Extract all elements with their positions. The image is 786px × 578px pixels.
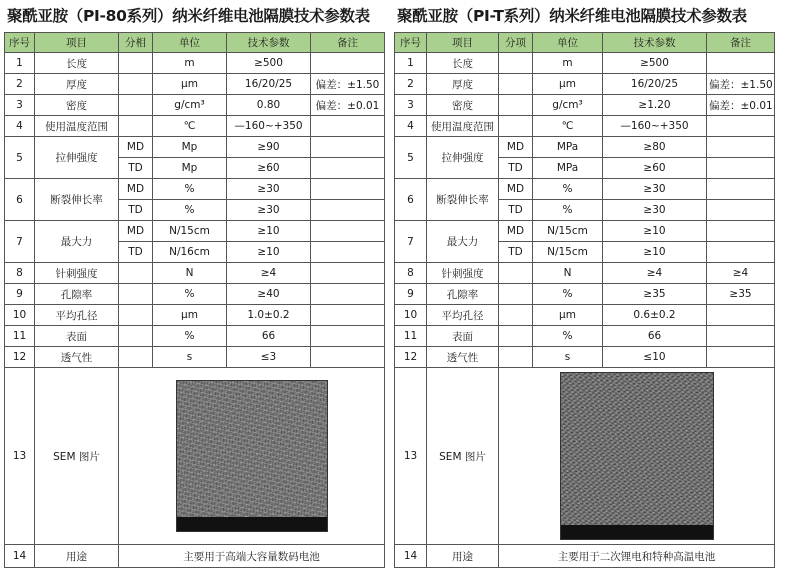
row-phase	[119, 263, 153, 284]
table-row	[5, 53, 385, 74]
row-phase	[499, 284, 533, 305]
row-phase: MD	[119, 221, 153, 242]
row-phase	[499, 95, 533, 116]
row-value: 16/20/25	[227, 74, 311, 95]
row-unit: g/cm³	[153, 95, 227, 116]
row-item: 使用温度范围	[35, 116, 119, 137]
row-value: ≥35	[603, 284, 707, 305]
row-unit: μm	[153, 305, 227, 326]
row-item: 拉伸强度	[35, 137, 119, 179]
row-number: 2	[5, 74, 35, 95]
row-number: 11	[395, 326, 427, 347]
header-item: 项目	[35, 33, 119, 53]
row-unit: %	[533, 179, 603, 200]
row-note: 偏差：±1.50	[311, 74, 385, 95]
row-unit: ℃	[153, 116, 227, 137]
header-unit: 单位	[153, 33, 227, 53]
row-unit: N/15cm	[533, 221, 603, 242]
table-row	[5, 137, 385, 158]
table-row	[395, 326, 775, 347]
row-item: 用途	[35, 545, 119, 568]
row-value: ≥10	[227, 242, 311, 263]
row-note: ≥35	[707, 284, 775, 305]
row-number: 9	[5, 284, 35, 305]
row-phase	[499, 74, 533, 95]
row-phase	[119, 53, 153, 74]
table-row	[395, 179, 775, 200]
row-value: ≥60	[227, 158, 311, 179]
row-number: 5	[395, 137, 427, 179]
row-value: ≥10	[603, 242, 707, 263]
row-number: 7	[5, 221, 35, 263]
table-row	[395, 305, 775, 326]
row-phase: MD	[119, 179, 153, 200]
row-value: 16/20/25	[603, 74, 707, 95]
header-note: 备注	[311, 33, 385, 53]
row-item: 断裂伸长率	[427, 179, 499, 221]
row-value: ≥90	[227, 137, 311, 158]
table-row	[5, 116, 385, 137]
right-spec-table	[394, 32, 775, 568]
row-unit: μm	[533, 74, 603, 95]
row-value: ≥1.20	[603, 95, 707, 116]
row-phase	[119, 284, 153, 305]
row-phase: TD	[119, 200, 153, 221]
row-note	[311, 137, 385, 158]
row-unit: %	[533, 200, 603, 221]
row-item: 密度	[427, 95, 499, 116]
sem-image-cell	[499, 368, 775, 545]
row-item: 密度	[35, 95, 119, 116]
sem-info-strip	[177, 517, 327, 531]
table-row	[395, 221, 775, 242]
usage-row	[395, 545, 775, 568]
header-note: 备注	[707, 33, 775, 53]
row-item: 长度	[35, 53, 119, 74]
row-phase	[119, 116, 153, 137]
row-unit: N/15cm	[533, 242, 603, 263]
row-item: 使用温度范围	[427, 116, 499, 137]
left-table-title: 聚酰亚胺（PI-80系列）纳米纤维电池隔膜技术参数表	[7, 7, 370, 25]
row-number: 5	[5, 137, 35, 179]
row-note	[707, 242, 775, 263]
sem-micrograph-image	[560, 372, 714, 540]
row-item: 用途	[427, 545, 499, 568]
row-value: ≥10	[603, 221, 707, 242]
row-item: 透气性	[35, 347, 119, 368]
row-item: 平均孔径	[35, 305, 119, 326]
row-phase	[119, 74, 153, 95]
row-number: 8	[5, 263, 35, 284]
row-note	[707, 200, 775, 221]
row-item: 拉伸强度	[427, 137, 499, 179]
row-note	[311, 179, 385, 200]
row-value: 0.80	[227, 95, 311, 116]
row-value: ≥500	[603, 53, 707, 74]
row-value: 66	[603, 326, 707, 347]
row-note: ≥4	[707, 263, 775, 284]
row-note	[311, 53, 385, 74]
row-number: 6	[395, 179, 427, 221]
row-number: 11	[5, 326, 35, 347]
row-unit: m	[153, 53, 227, 74]
row-phase	[119, 305, 153, 326]
row-value: ≥4	[603, 263, 707, 284]
row-number: 13	[395, 368, 427, 545]
row-number: 2	[395, 74, 427, 95]
table-row	[395, 95, 775, 116]
row-value: ≥80	[603, 137, 707, 158]
row-number: 12	[395, 347, 427, 368]
row-note	[311, 305, 385, 326]
row-unit: ℃	[533, 116, 603, 137]
row-phase: MD	[499, 221, 533, 242]
row-phase: MD	[499, 137, 533, 158]
row-number: 10	[5, 305, 35, 326]
row-unit: s	[533, 347, 603, 368]
row-note: 偏差：±1.50	[707, 74, 775, 95]
row-phase: TD	[119, 242, 153, 263]
row-number: 13	[5, 368, 35, 545]
table-row	[395, 116, 775, 137]
row-phase: TD	[499, 242, 533, 263]
row-value: ≥40	[227, 284, 311, 305]
row-number: 1	[5, 53, 35, 74]
header-row	[395, 33, 775, 53]
row-note	[311, 200, 385, 221]
row-note	[311, 116, 385, 137]
row-value: —160~+350	[603, 116, 707, 137]
row-phase	[499, 263, 533, 284]
row-note	[707, 347, 775, 368]
row-note	[311, 284, 385, 305]
table-row	[5, 284, 385, 305]
row-number: 4	[5, 116, 35, 137]
row-item: 最大力	[35, 221, 119, 263]
row-item: 断裂伸长率	[35, 179, 119, 221]
row-unit: MPa	[533, 158, 603, 179]
row-unit: g/cm³	[533, 95, 603, 116]
header-phase: 分项	[499, 33, 533, 53]
row-value: —160~+350	[227, 116, 311, 137]
row-unit: N/16cm	[153, 242, 227, 263]
header-no: 序号	[395, 33, 427, 53]
row-value: ≥60	[603, 158, 707, 179]
row-note	[707, 137, 775, 158]
table-row	[395, 347, 775, 368]
row-value: 66	[227, 326, 311, 347]
row-phase	[499, 53, 533, 74]
row-item: SEM 图片	[427, 368, 499, 545]
table-row	[5, 305, 385, 326]
row-unit: N	[153, 263, 227, 284]
row-value: ≤3	[227, 347, 311, 368]
row-unit: %	[533, 326, 603, 347]
usage-row	[5, 545, 385, 568]
row-number: 3	[5, 95, 35, 116]
row-note	[707, 326, 775, 347]
row-unit: s	[153, 347, 227, 368]
row-value: 0.6±0.2	[603, 305, 707, 326]
row-note	[707, 221, 775, 242]
table-row	[5, 221, 385, 242]
row-value: ≤10	[603, 347, 707, 368]
row-item: 针刺强度	[35, 263, 119, 284]
table-row	[5, 95, 385, 116]
row-phase	[499, 305, 533, 326]
header-value: 技术参数	[227, 33, 311, 53]
left-spec-table	[4, 32, 385, 568]
row-unit: %	[533, 284, 603, 305]
row-note	[707, 116, 775, 137]
row-item: 针刺强度	[427, 263, 499, 284]
table-row	[395, 74, 775, 95]
sem-image-cell	[119, 368, 385, 545]
row-value: ≥30	[227, 200, 311, 221]
usage-text: 主要用于高端大容量数码电池	[119, 545, 385, 568]
row-item: SEM 图片	[35, 368, 119, 545]
sem-row	[395, 368, 775, 545]
row-phase: MD	[119, 137, 153, 158]
usage-text: 主要用于二次锂电和特种高温电池	[499, 545, 775, 568]
table-row	[395, 53, 775, 74]
row-unit: μm	[153, 74, 227, 95]
table-row	[395, 137, 775, 158]
row-phase	[119, 95, 153, 116]
row-unit: %	[153, 284, 227, 305]
row-phase: TD	[499, 158, 533, 179]
row-note	[311, 326, 385, 347]
row-value: ≥30	[227, 179, 311, 200]
row-note	[311, 347, 385, 368]
table-row	[5, 347, 385, 368]
header-value: 技术参数	[603, 33, 707, 53]
row-unit: N/15cm	[153, 221, 227, 242]
row-phase	[499, 347, 533, 368]
right-spec-panel	[394, 0, 782, 578]
table-row	[5, 326, 385, 347]
row-item: 最大力	[427, 221, 499, 263]
row-value: ≥30	[603, 179, 707, 200]
table-row	[395, 284, 775, 305]
row-unit: m	[533, 53, 603, 74]
row-item: 表面	[427, 326, 499, 347]
row-unit: μm	[533, 305, 603, 326]
row-number: 8	[395, 263, 427, 284]
row-number: 1	[395, 53, 427, 74]
sem-info-strip	[561, 525, 713, 539]
header-item: 项目	[427, 33, 499, 53]
row-value: ≥4	[227, 263, 311, 284]
row-unit: %	[153, 326, 227, 347]
row-item: 孔隙率	[427, 284, 499, 305]
row-value: 1.0±0.2	[227, 305, 311, 326]
row-number: 6	[5, 179, 35, 221]
header-no: 序号	[5, 33, 35, 53]
row-value: ≥10	[227, 221, 311, 242]
right-table-title: 聚酰亚胺（PI-T系列）纳米纤维电池隔膜技术参数表	[397, 7, 747, 25]
row-item: 表面	[35, 326, 119, 347]
row-number: 9	[395, 284, 427, 305]
row-unit: N	[533, 263, 603, 284]
row-item: 透气性	[427, 347, 499, 368]
row-phase	[499, 326, 533, 347]
row-phase: TD	[119, 158, 153, 179]
row-item: 平均孔径	[427, 305, 499, 326]
table-row	[5, 74, 385, 95]
sem-row	[5, 368, 385, 545]
row-note	[311, 221, 385, 242]
row-number: 14	[395, 545, 427, 568]
sem-micrograph-image	[176, 380, 328, 532]
table-row	[395, 263, 775, 284]
row-number: 7	[395, 221, 427, 263]
row-number: 14	[5, 545, 35, 568]
row-unit: Mp	[153, 137, 227, 158]
row-value: ≥30	[603, 200, 707, 221]
row-note	[707, 305, 775, 326]
row-phase: TD	[499, 200, 533, 221]
table-row	[5, 263, 385, 284]
row-unit: %	[153, 179, 227, 200]
row-note	[311, 158, 385, 179]
row-number: 10	[395, 305, 427, 326]
row-note	[707, 179, 775, 200]
row-note	[311, 263, 385, 284]
row-note: 偏差：±0.01	[707, 95, 775, 116]
row-item: 厚度	[35, 74, 119, 95]
row-phase	[119, 347, 153, 368]
row-item: 长度	[427, 53, 499, 74]
header-row	[5, 33, 385, 53]
row-unit: Mp	[153, 158, 227, 179]
row-item: 厚度	[427, 74, 499, 95]
row-number: 4	[395, 116, 427, 137]
row-note: 偏差：±0.01	[311, 95, 385, 116]
row-note	[707, 53, 775, 74]
left-spec-panel	[4, 0, 392, 578]
row-phase: MD	[499, 179, 533, 200]
header-unit: 单位	[533, 33, 603, 53]
row-unit: MPa	[533, 137, 603, 158]
row-note	[311, 242, 385, 263]
table-row	[5, 179, 385, 200]
row-item: 孔隙率	[35, 284, 119, 305]
row-phase	[119, 326, 153, 347]
row-value: ≥500	[227, 53, 311, 74]
row-number: 12	[5, 347, 35, 368]
row-note	[707, 158, 775, 179]
row-phase	[499, 116, 533, 137]
row-unit: %	[153, 200, 227, 221]
row-number: 3	[395, 95, 427, 116]
header-phase: 分相	[119, 33, 153, 53]
